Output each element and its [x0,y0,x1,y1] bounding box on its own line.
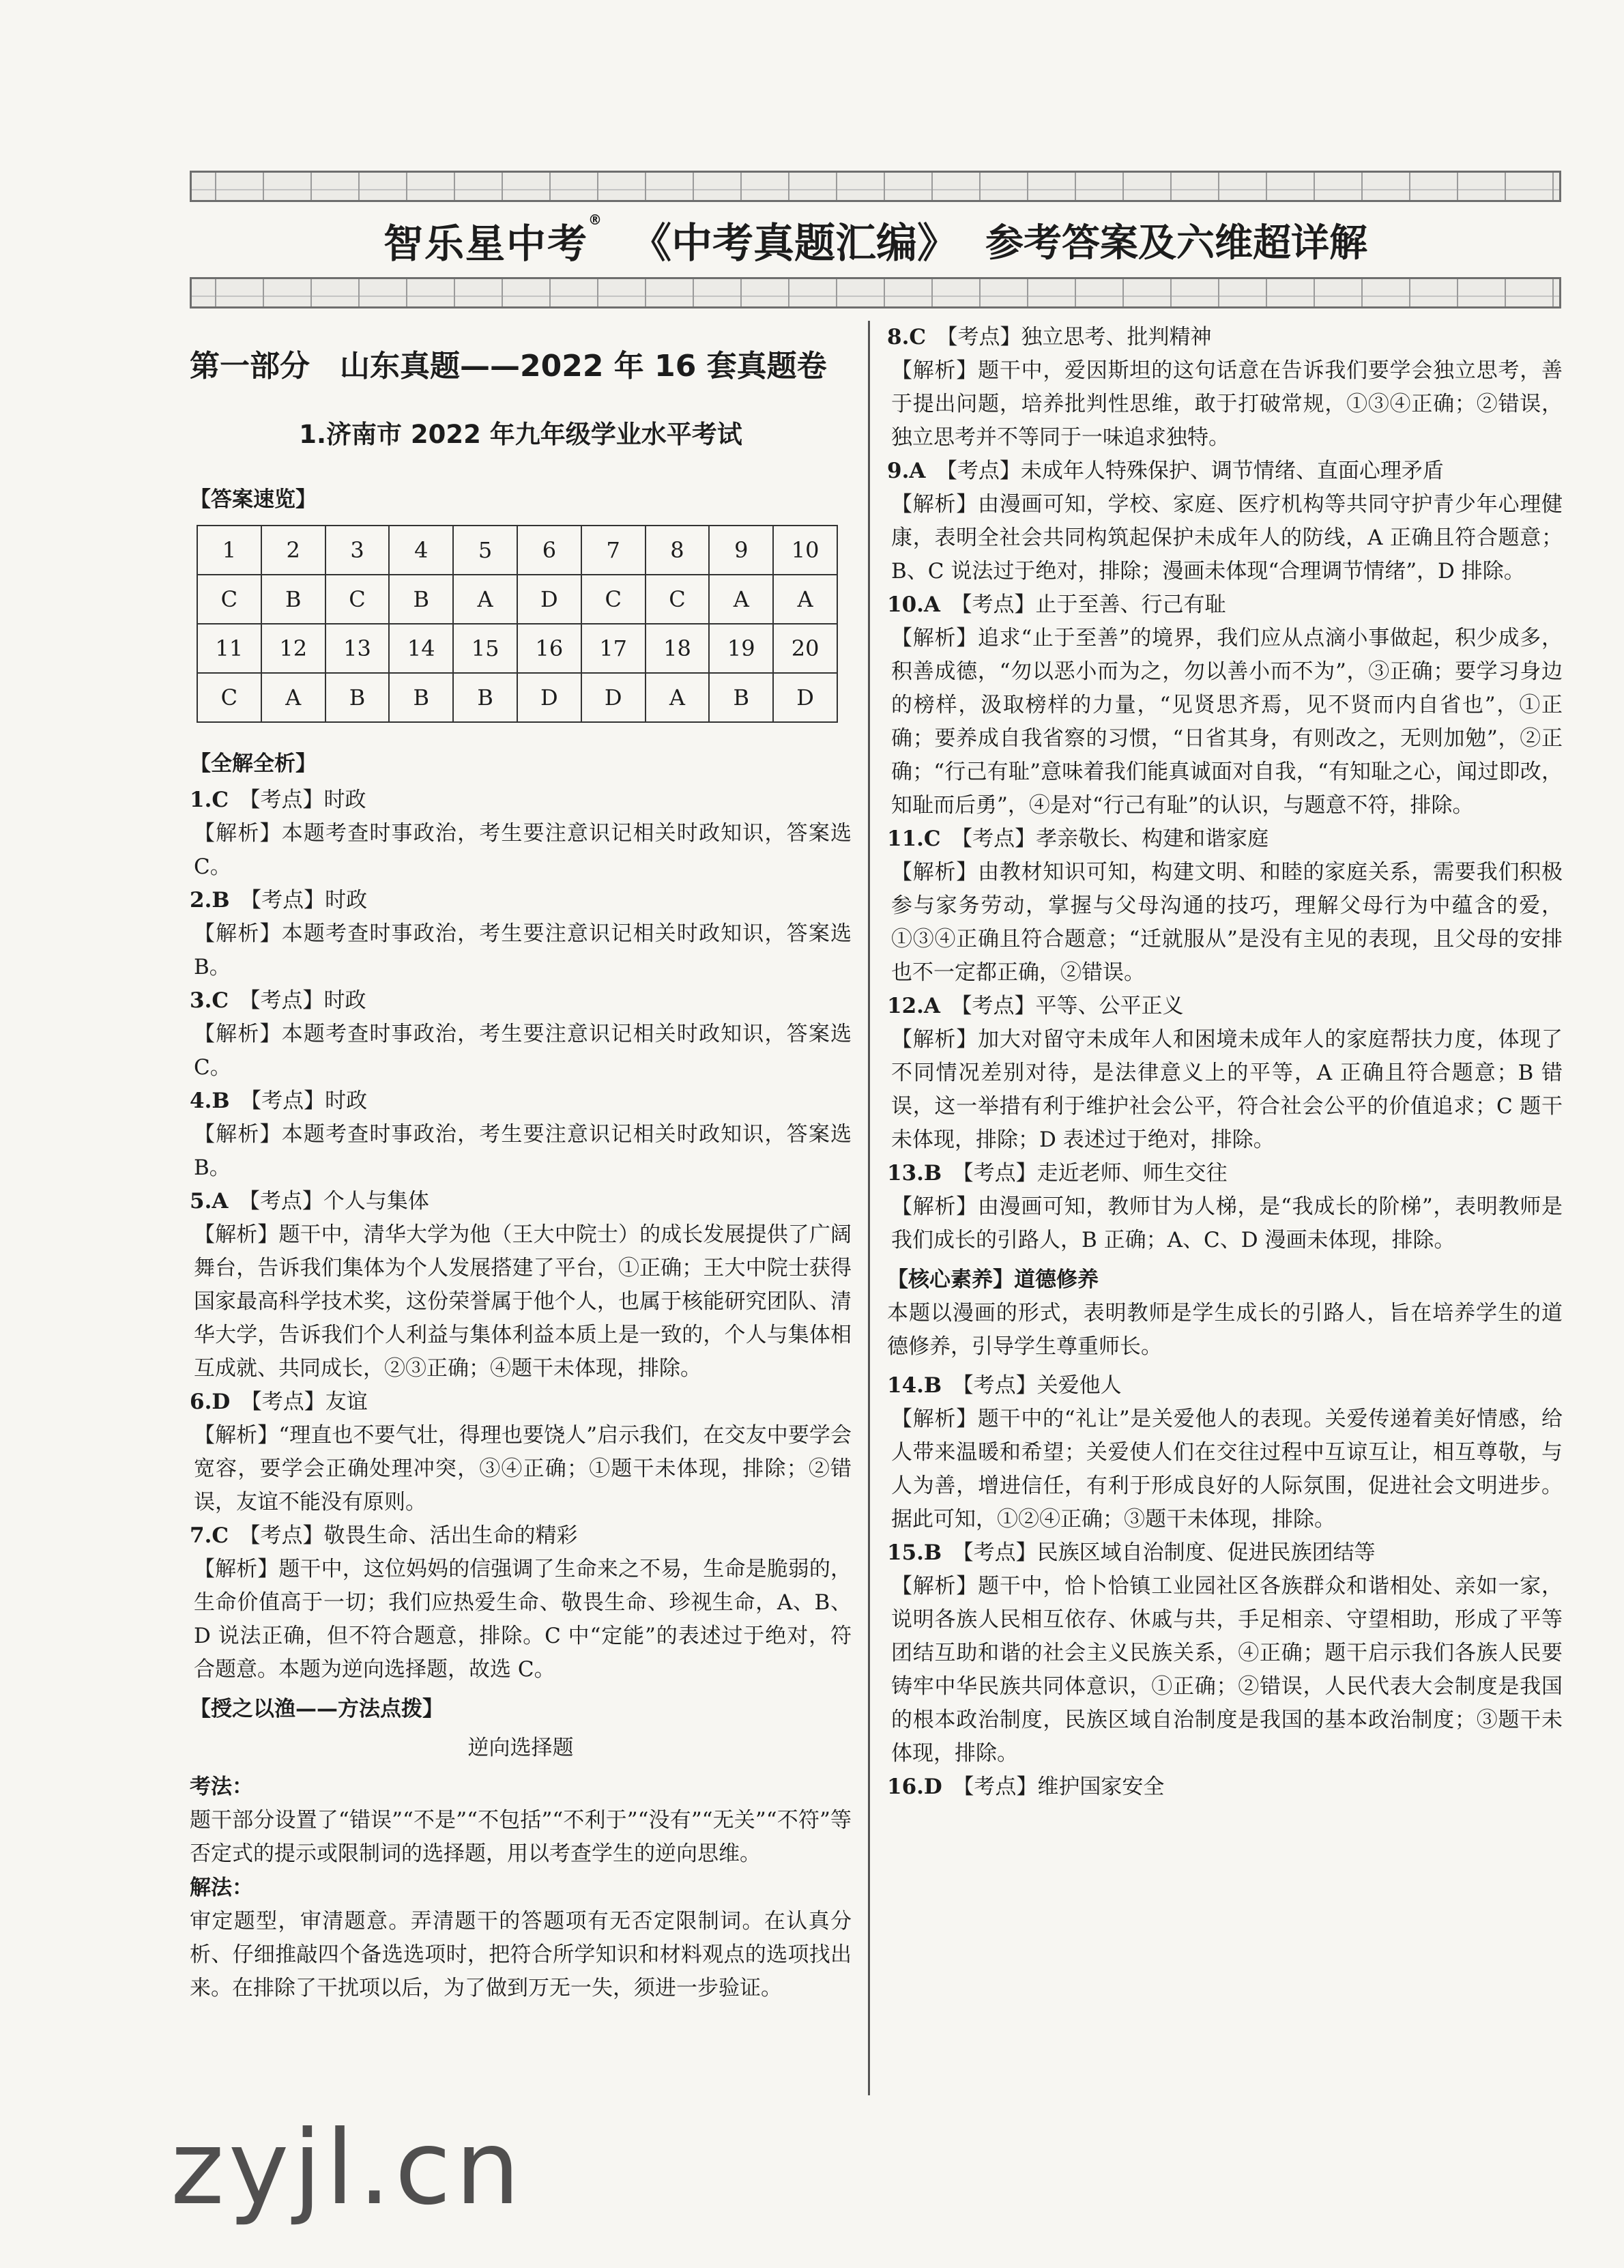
left-column [190,321,852,2005]
question-15-head: 15.B 【考点】民族区域自治制度、促进民族团结等 [887,1540,1376,1565]
table-cell: 12 [261,624,325,673]
table-cell: 9 [709,526,773,575]
question-13-head: 13.B 【考点】走近老师、师生交往 [887,1161,1228,1186]
question-12-head: 12.A 【考点】平等、公平正义 [887,994,1184,1018]
question-2-head: 2.B 【考点】时政 [190,888,368,913]
table-cell: A [773,575,837,624]
question-2-analysis: 【解析】本题考查时事政治，考生要注意识记相关时政知识，答案选 B。 [194,921,852,979]
question-3-analysis: 【解析】本题考查时事政治，考生要注意识记相关时政知识，答案选 C。 [194,1022,852,1080]
question-3-head: 3.C 【考点】时政 [190,988,366,1013]
table-cell: B [453,673,517,722]
part-title: 第一部分 山东真题——2022 年 16 套真题卷 [190,349,827,384]
table-cell: D [773,673,837,722]
question-6-head: 6.D 【考点】友谊 [190,1390,368,1414]
table-cell: C [646,575,710,624]
table-cell: 18 [646,624,710,673]
table-cell: 2 [261,526,325,575]
method-tag: 【授之以渔——方法点拨】 [190,1697,444,1721]
table-cell: 16 [517,624,581,673]
question-14-head: 14.B 【考点】关爱他人 [887,1373,1122,1398]
table-cell: B [709,673,773,722]
question-7-head: 7.C 【考点】敬畏生命、活出生命的精彩 [190,1523,578,1548]
page-subtitle: 参考答案及六维超详解 [985,221,1367,265]
table-cell: 11 [197,624,261,673]
table-cell: A [646,673,710,722]
brand-logo: 智乐星中考® [383,212,603,267]
right-column [887,321,1563,1804]
question-5-head: 5.A 【考点】个人与集体 [190,1189,429,1214]
table-cell: C [581,575,646,624]
jiefa-label: 解法： [190,1876,253,1900]
question-16-head: 16.D 【考点】维护国家安全 [887,1775,1165,1799]
table-cell: B [389,575,453,624]
table-cell: A [709,575,773,624]
watermark: zyjl.cn [171,2109,525,2228]
question-6-analysis: 【解析】“理直也不要气壮，得理也要饶人”启示我们，在交友中要学会宽容，要学会正确处理冲突，③④正确；①题干未体现，排除；②错误，友谊不能没有原则。 [194,1423,852,1515]
table-cell: 15 [453,624,517,673]
table-row [197,673,837,722]
table-cell: C [197,673,261,722]
table-cell: 10 [773,526,837,575]
table-cell: D [517,575,581,624]
kaofa-text: 题干部分设置了“错误”“不是”“不包括”“不利于”“没有”“无关”“不符”等否定式的提示或限制词的选择题，用以考查学生的逆向思维。 [190,1808,852,1866]
table-cell: 8 [646,526,710,575]
answers-tag: 【答案速览】 [190,487,317,512]
table-cell: D [581,673,646,722]
column-divider [868,321,870,2095]
question-5-analysis: 【解析】题干中，清华大学为他（王大中院士）的成长发展提供了广阔舞台，告诉我们集体为个人发展搭建了平台，①正确；王大中院士获得国家最高科学技术奖，这份荣誉属于他个人，也属于核能研究团队、清华大学，告诉我们个人利益与集体利益本质上是一致的，个人与集体相互成就、共同成长，②③正确；④题干未体现，排除。 [194,1222,852,1381]
table-cell: 7 [581,526,646,575]
table-cell: 17 [581,624,646,673]
question-11-analysis: 【解析】由教材知识可知，构建文明、和睦的家庭关系，需要我们积极参与家务劳动，掌握与父母沟通的技巧，理解父母行为中蕴含的爱，①③④正确且符合题意；“迁就服从”是没有主见的表现，且父母的安排也不一定都正确，②错误。 [891,860,1563,985]
question-4-head: 4.B 【考点】时政 [190,1089,368,1113]
question-8-analysis: 【解析】题干中，爱因斯坦的这句话意在告诉我们要学会独立思考，善于提出问题，培养批判性思维，敢于打破常规，①③④正确；②错误，独立思考并不等同于一味追求独特。 [891,358,1563,450]
question-12-analysis: 【解析】加大对留守未成年人和困境未成年人的家庭帮扶力度，体现了不同情况差别对待，是法律意义上的平等，A 正确且符合题意；B 错误，这一举措有利于维护社会公平，符合社会公平的价值追求；C 题干未体现，排除；D 表述过于绝对，排除。 [891,1027,1563,1152]
table-cell: 4 [389,526,453,575]
table-cell: C [325,575,390,624]
table-cell: 19 [709,624,773,673]
decorative-band-bottom [190,277,1561,308]
table-row [197,575,837,624]
book-title: 《中考真题汇编》 [630,220,958,268]
table-row [197,624,837,673]
page-header [190,205,1561,276]
kaofa-label: 考法： [190,1775,253,1799]
table-cell: 20 [773,624,837,673]
table-cell: 14 [389,624,453,673]
table-cell: C [197,575,261,624]
question-10-analysis: 【解析】追求“止于至善”的境界，我们应从点滴小事做起，积少成多，积善成德，“勿以恶小而为之，勿以善小而不为”，③正确；要学习身边的榜样，汲取榜样的力量，“见贤思齐焉，见不贤而内自省也”，①正确；要养成自我省察的习惯，“日省其身，有则改之，无则加勉”，②正确；“行己有耻”意味着我们能真诚面对自我，“有知耻之心，闻过即改，知耻而后勇”，④是对“行己有耻”的认识，与题意不符，排除。 [891,626,1563,818]
table-cell: 1 [197,526,261,575]
exam-title: 1.济南市 2022 年九年级学业水平考试 [299,420,742,449]
question-7-analysis: 【解析】题干中，这位妈妈的信强调了生命来之不易，生命是脆弱的，生命价值高于一切；我们应热爱生命、敬畏生命、珍视生命，A、B、D 说法正确，但不符合题意，排除。C 中“定能”的表述过于绝对，符合题意。本题为逆向选择题，故选 C。 [194,1557,852,1682]
question-10-head: 10.A 【考点】止于至善、行己有耻 [887,592,1226,617]
table-cell: 5 [453,526,517,575]
table-cell: 6 [517,526,581,575]
table-cell: 13 [325,624,390,673]
core-literacy-text: 本题以漫画的形式，表明教师是学生成长的引路人，旨在培养学生的道德修养，引导学生尊重师长。 [887,1301,1563,1359]
method-title: 逆向选择题 [467,1736,574,1760]
question-14-analysis: 【解析】题干中的“礼让”是关爱他人的表现。关爱传递着美好情感，给人带来温暖和希望；关爱使人们在交往过程中互谅互让，相互尊敬，与人为善，增进信任，有利于形成良好的人际氛围，促进社会文明进步。据此可知，①②④正确；③题干未体现，排除。 [891,1407,1563,1532]
question-1-analysis: 【解析】本题考查时事政治，考生要注意识记相关时政知识，答案选 C。 [194,821,852,879]
core-literacy-tag: 【核心素养】道德修养 [887,1267,1099,1292]
table-cell: 3 [325,526,390,575]
decorative-band-top [190,171,1561,202]
question-1-head: 1.C 【考点】时政 [190,788,366,812]
full-analysis-tag: 【全解全析】 [190,751,317,776]
question-9-analysis: 【解析】由漫画可知，学校、家庭、医疗机构等共同守护青少年心理健康，表明全社会共同构筑起保护未成年人的防线，A 正确且符合题意；B、C 说法过于绝对，排除；漫画未体现“合理调节情绪”，D 排除。 [891,492,1563,584]
table-row [197,526,837,575]
question-9-head: 9.A 【考点】未成年人特殊保护、调节情绪、直面心理矛盾 [887,459,1444,483]
table-cell: D [517,673,581,722]
answer-table [197,525,838,723]
jiefa-text: 审定题型，审清题意。弄清题干的答题项有无否定限制词。在认真分析、仔细推敲四个备选选项时，把符合所学知识和材料观点的选项找出来。在排除了干扰项以后，为了做到万无一失，须进一步验证。 [190,1909,852,2000]
question-13-analysis: 【解析】由漫画可知，教师甘为人梯，是“我成长的阶梯”，表明教师是我们成长的引路人，B 正确；A、C、D 漫画未体现，排除。 [891,1194,1563,1252]
question-8-head: 8.C 【考点】独立思考、批判精神 [887,325,1212,349]
table-cell: B [261,575,325,624]
table-cell: A [261,673,325,722]
table-cell: B [325,673,390,722]
question-11-head: 11.C 【考点】孝亲敬长、构建和谐家庭 [887,827,1269,851]
table-cell: B [389,673,453,722]
table-cell: A [453,575,517,624]
question-4-analysis: 【解析】本题考查时事政治，考生要注意识记相关时政知识，答案选 B。 [194,1122,852,1180]
question-15-analysis: 【解析】题干中，恰卜恰镇工业园社区各族群众和谐相处、亲如一家，说明各族人民相互依存、休戚与共，手足相亲、守望相助，形成了平等团结互助和谐的社会主义民族关系，④正确；题干启示我们各族人民要铸牢中华民族共同体意识，①正确；②错误，人民代表大会制度是我国的根本政治制度，民族区域自治制度是我国的基本政治制度；③题干未体现，排除。 [891,1574,1563,1766]
